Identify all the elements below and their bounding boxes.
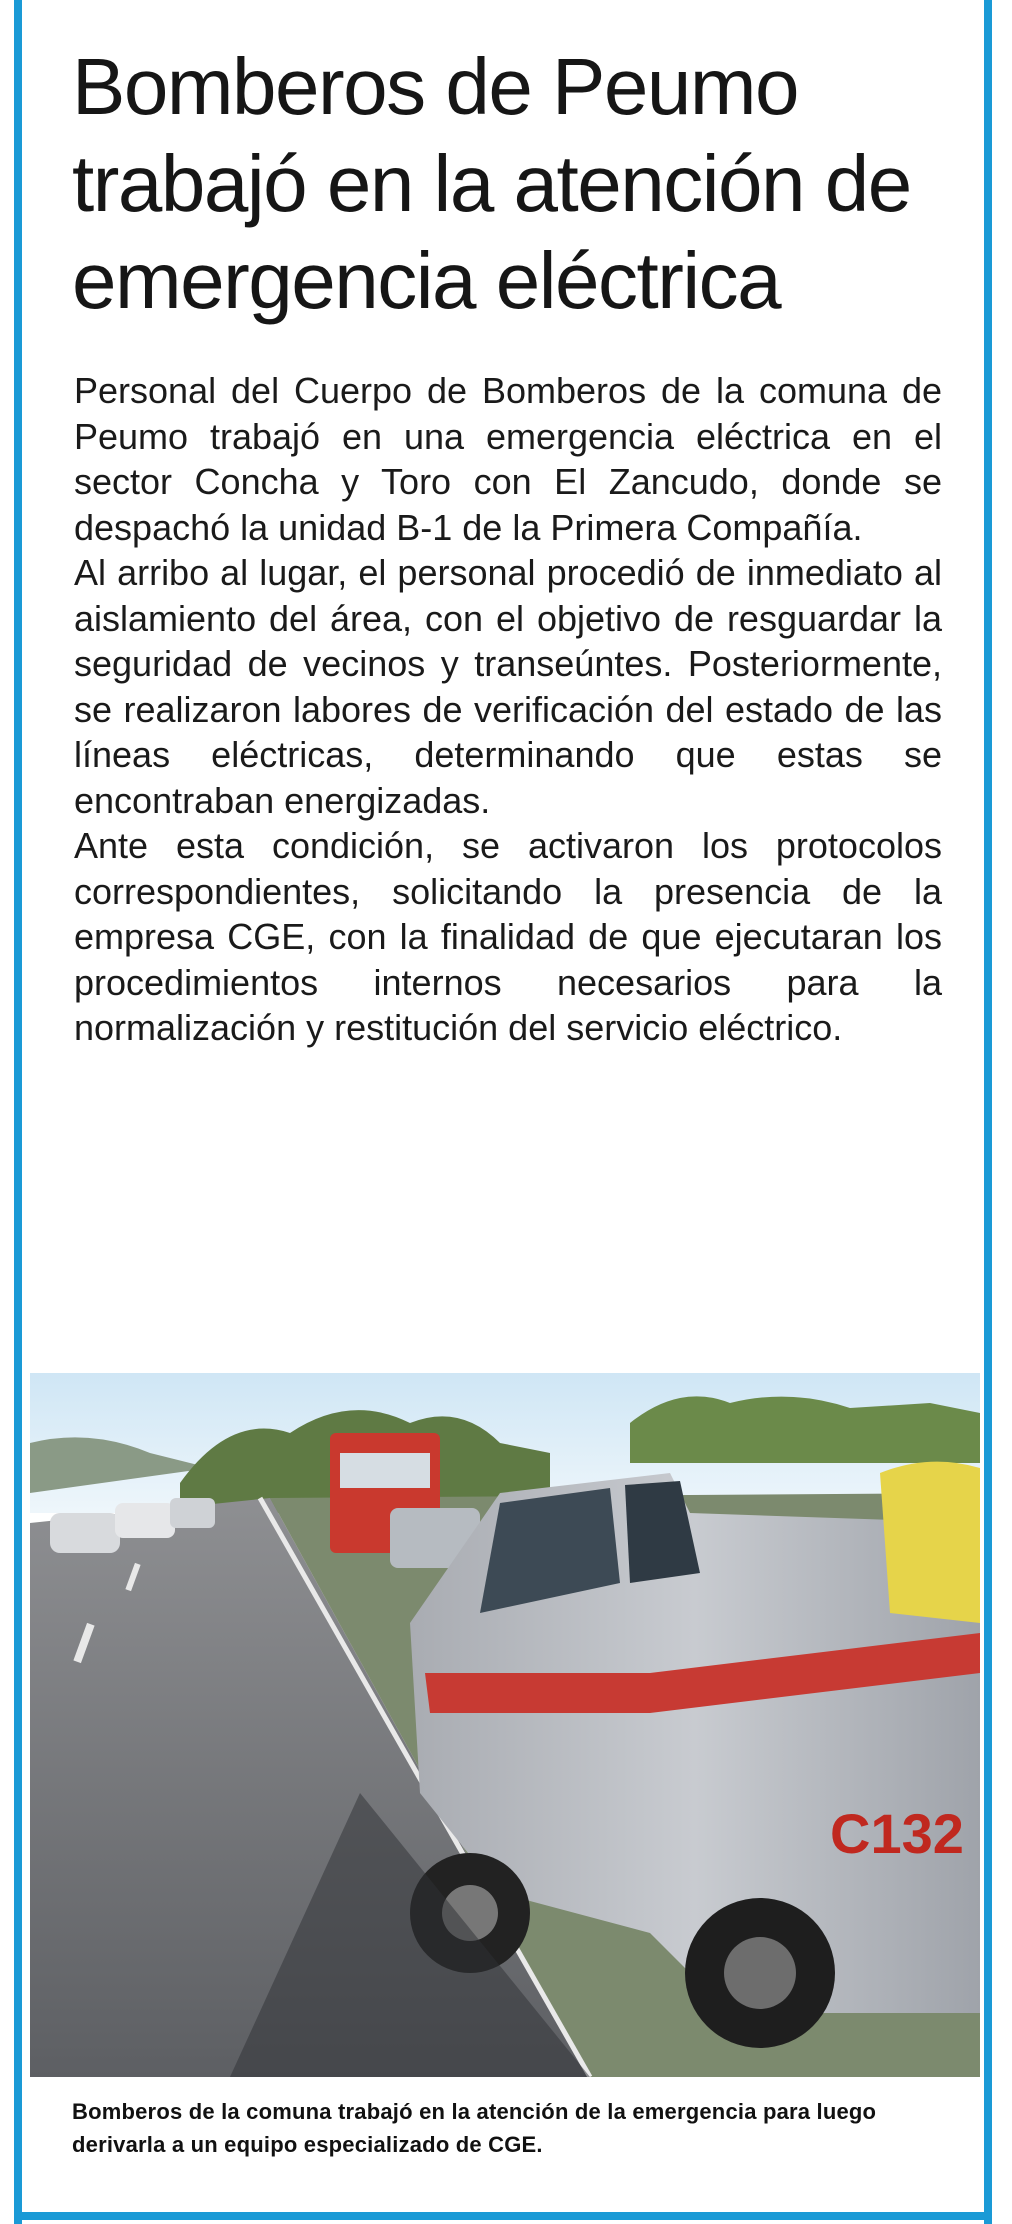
photo-trees-right (630, 1396, 980, 1463)
photo-truck-hub-rear (724, 1937, 796, 2009)
photo-firefighter-jacket (880, 1462, 980, 1623)
photo-vehicle-marking: C132 (830, 1802, 964, 1865)
photo-car (115, 1503, 175, 1538)
article-paragraph-3: Ante esta condición, se activaron los protocolos correspondientes, solicitando la presencia de la empresa CGE, con la finalidad de que ejecutaran los procedimientos internos necesarios para la normalización y restitución del servicio eléctrico. (74, 825, 942, 1048)
photo-car (170, 1498, 215, 1528)
photo-caption: Bomberos de la comuna trabajó en la atención de la emergencia para luego derivarla a un equipo especializado de CGE. (72, 2099, 877, 2157)
photo-car (50, 1513, 120, 1553)
frame-border-left (14, 0, 22, 2224)
photo-fire-truck-windshield (340, 1453, 430, 1488)
article-paragraph-2: Al arribo al lugar, el personal procedió de inmediato al aislamiento del área, con el objetivo de resguardar la seguridad de vecinos y transeúntes. Posteriormente, se realizaron labores de verificación del estado de las líneas eléctricas, determinando que estas se encontraban energizadas. (74, 552, 942, 821)
article-photo (30, 1373, 980, 2077)
article-headline: Bomberos de Peumo trabajó en la atención de emergencia eléctrica (72, 42, 911, 325)
article-body (74, 368, 942, 1051)
frame-border-bottom (14, 2212, 992, 2220)
article-paragraph-1: Personal del Cuerpo de Bomberos de la comuna de Peumo trabajó en una emergencia eléctrica en el sector Concha y Toro con El Zancudo, donde se despachó la unidad B-1 de la Primera Compañía. (74, 370, 942, 548)
frame-border-right (984, 0, 992, 2224)
